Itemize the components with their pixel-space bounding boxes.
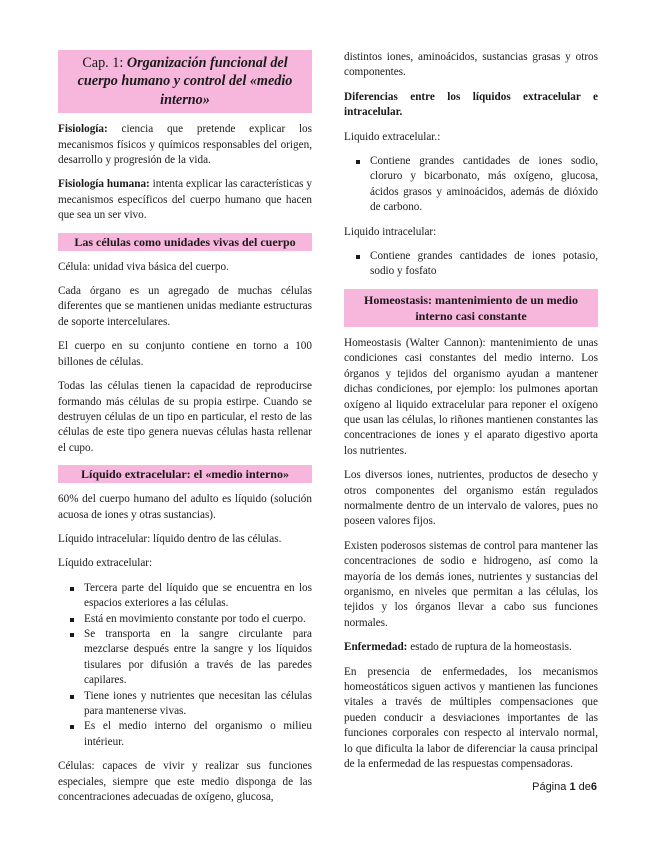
li-list xyxy=(344,249,598,280)
paragraph-homeostasis-3: Existen poderosos sistemas de control para mantener las concentraciones de sodio e hidrogeno, así como la mayoría de los demás iones, nutrientes y sustancias del organismo, en niveles que permitan a las células, los tejidos y los órganos llevar a cabo sus funciones normales. xyxy=(344,539,598,629)
paragraph-extracelular-label: Líquido extracelular: xyxy=(58,557,153,570)
list-item: Tercera parte del líquido que se encuentra en los espacios exteriores a las células. xyxy=(84,581,312,612)
paragraph-organo: Cada órgano es un agregado de muchas células diferentes que se mantienen unidas mediante estructuras de soporte intercelulares. xyxy=(58,285,312,328)
fisiologia-humana-text: intenta explicar las características y mecanismos específicos del cuerpo humano que hacen que sea un ser vivo. xyxy=(58,178,312,222)
le-list xyxy=(344,154,598,216)
de-label: de xyxy=(578,781,591,793)
paragraph-60: 60% del cuerpo humano del adulto es líquido (solución acuosa de iones y otras sustancias). xyxy=(58,493,312,521)
paragraph-homeostasis-4: En presencia de enfermedades, los mecanismos homeostáticos siguen activos y mantienen las funciones vitales a través de múltiples compensaciones que pueden conducir a desviaciones importantes de las funciones corporales con respecto al intervalo normal, lo que dificulta la labor de diferenciar la causa principal de la enfermedad de las respuestas compensadoras. xyxy=(344,665,598,771)
fisiologia-definition xyxy=(58,122,312,168)
fisiologia-term: Fisiología: xyxy=(58,123,108,136)
paragraph-homeostasis-2: Los diversos iones, nutrientes, productos de desecho y otros componentes del organismo están regulados normalmente dentro de un intervalo de valores, pues no poseen valores fijos. xyxy=(344,469,598,528)
list-item: Está en movimiento constante por todo el cuerpo. xyxy=(84,612,312,627)
paragraph-intracelular: Líquido intracelular: líquido dentro de las células. xyxy=(58,532,282,545)
extracelular-list xyxy=(58,581,312,750)
fisiologia-text: ciencia que pretende explicar los mecanismos físicos y químicos responsables del origen, desarrollo y progresión de la vida. xyxy=(58,123,312,167)
list-item: Contiene grandes cantidades de iones potasio, sodio y fosfato xyxy=(370,249,598,280)
heading-liquido-extracelular: Líquido extracelular: el «medio interno» xyxy=(58,465,312,483)
paragraph-continuation: distintos iones, aminoácidos, sustancias grasas y otros componentes. xyxy=(344,51,598,79)
list-item: Es el medio interno del organismo o milieu intérieur. xyxy=(84,719,312,750)
paragraph-cuerpo: El cuerpo en su conjunto contiene en torno a 100 billones de células. xyxy=(58,340,312,368)
chapter-title xyxy=(58,50,312,113)
paragraph-celula: Célula: unidad viva básica del cuerpo. xyxy=(58,260,229,273)
diferencias-heading-text: Diferencias entre los líquidos extracelular e intracelular. xyxy=(344,90,598,119)
diferencias-heading xyxy=(344,90,598,121)
enfermedad-definition xyxy=(344,640,598,655)
heading-celulas: Las células como unidades vivas del cuerpo xyxy=(58,233,312,251)
enfermedad-text: estado de ruptura de la homeostasis. xyxy=(407,641,572,654)
page-footer xyxy=(532,781,597,793)
page-current: 1 xyxy=(569,781,576,793)
page-total: 6 xyxy=(590,781,597,793)
list-item: Tiene iones y nutrientes que necesitan las células para mantenerse vivas. xyxy=(84,689,312,720)
paragraph-celulas-capaces: Células: capaces de vivir y realizar sus funciones especiales, siempre que este medio disponga de las concentraciones adecuadas de oxígeno, glucosa, xyxy=(58,760,312,804)
enfermedad-term: Enfermedad: xyxy=(344,641,408,654)
chapter-number: Cap. 1: xyxy=(82,55,124,71)
heading-homeostasis: Homeostasis: mantenimiento de un medio interno casi constante xyxy=(344,289,598,327)
fisiologia-humana-definition xyxy=(58,177,312,223)
list-item: Contiene grandes cantidades de iones sodio, cloruro y bicarbonato, más oxígeno, glucosa, ácidos grasos y aminoácidos, además de dióxido de carbono. xyxy=(370,154,598,216)
chapter-title-text: Organización funcional del cuerpo humano y control del «medio interno» xyxy=(77,55,293,108)
li-label: Liquido intracelular: xyxy=(344,225,437,238)
paragraph-reproducir: Todas las células tienen la capacidad de reproducirse formando más células de su propia estirpe. Cuando se destruyen células de un tipo en particular, el resto de las células de este tipo genera nuevas células hasta rellenar el cupo. xyxy=(58,380,312,454)
right-column xyxy=(344,50,598,781)
list-item: Se transporta en la sangre circulante para mezclarse después entre la sangre y los líquidos tisulares por difusión a través de las paredes capilares. xyxy=(84,627,312,689)
le-label: Liquido extracelular.: xyxy=(344,130,441,143)
fisiologia-humana-term: Fisiología humana: xyxy=(58,178,150,191)
paragraph-homeostasis-1: Homeostasis (Walter Cannon): mantenimiento de unas condiciones casi constantes del medio interno. Los órganos y tejidos del organismo ayudan a mantener dichas condiciones, por ejemplo: los pulmones aportan oxígeno al liquido extracelular para reponer el oxígeno que usan las células, lo riñones mantienen constantes las concentraciones de iones y el aparato digestivo aporta los nutrientes. xyxy=(344,336,598,457)
pagina-label: Página xyxy=(532,781,567,793)
left-column xyxy=(58,50,312,814)
